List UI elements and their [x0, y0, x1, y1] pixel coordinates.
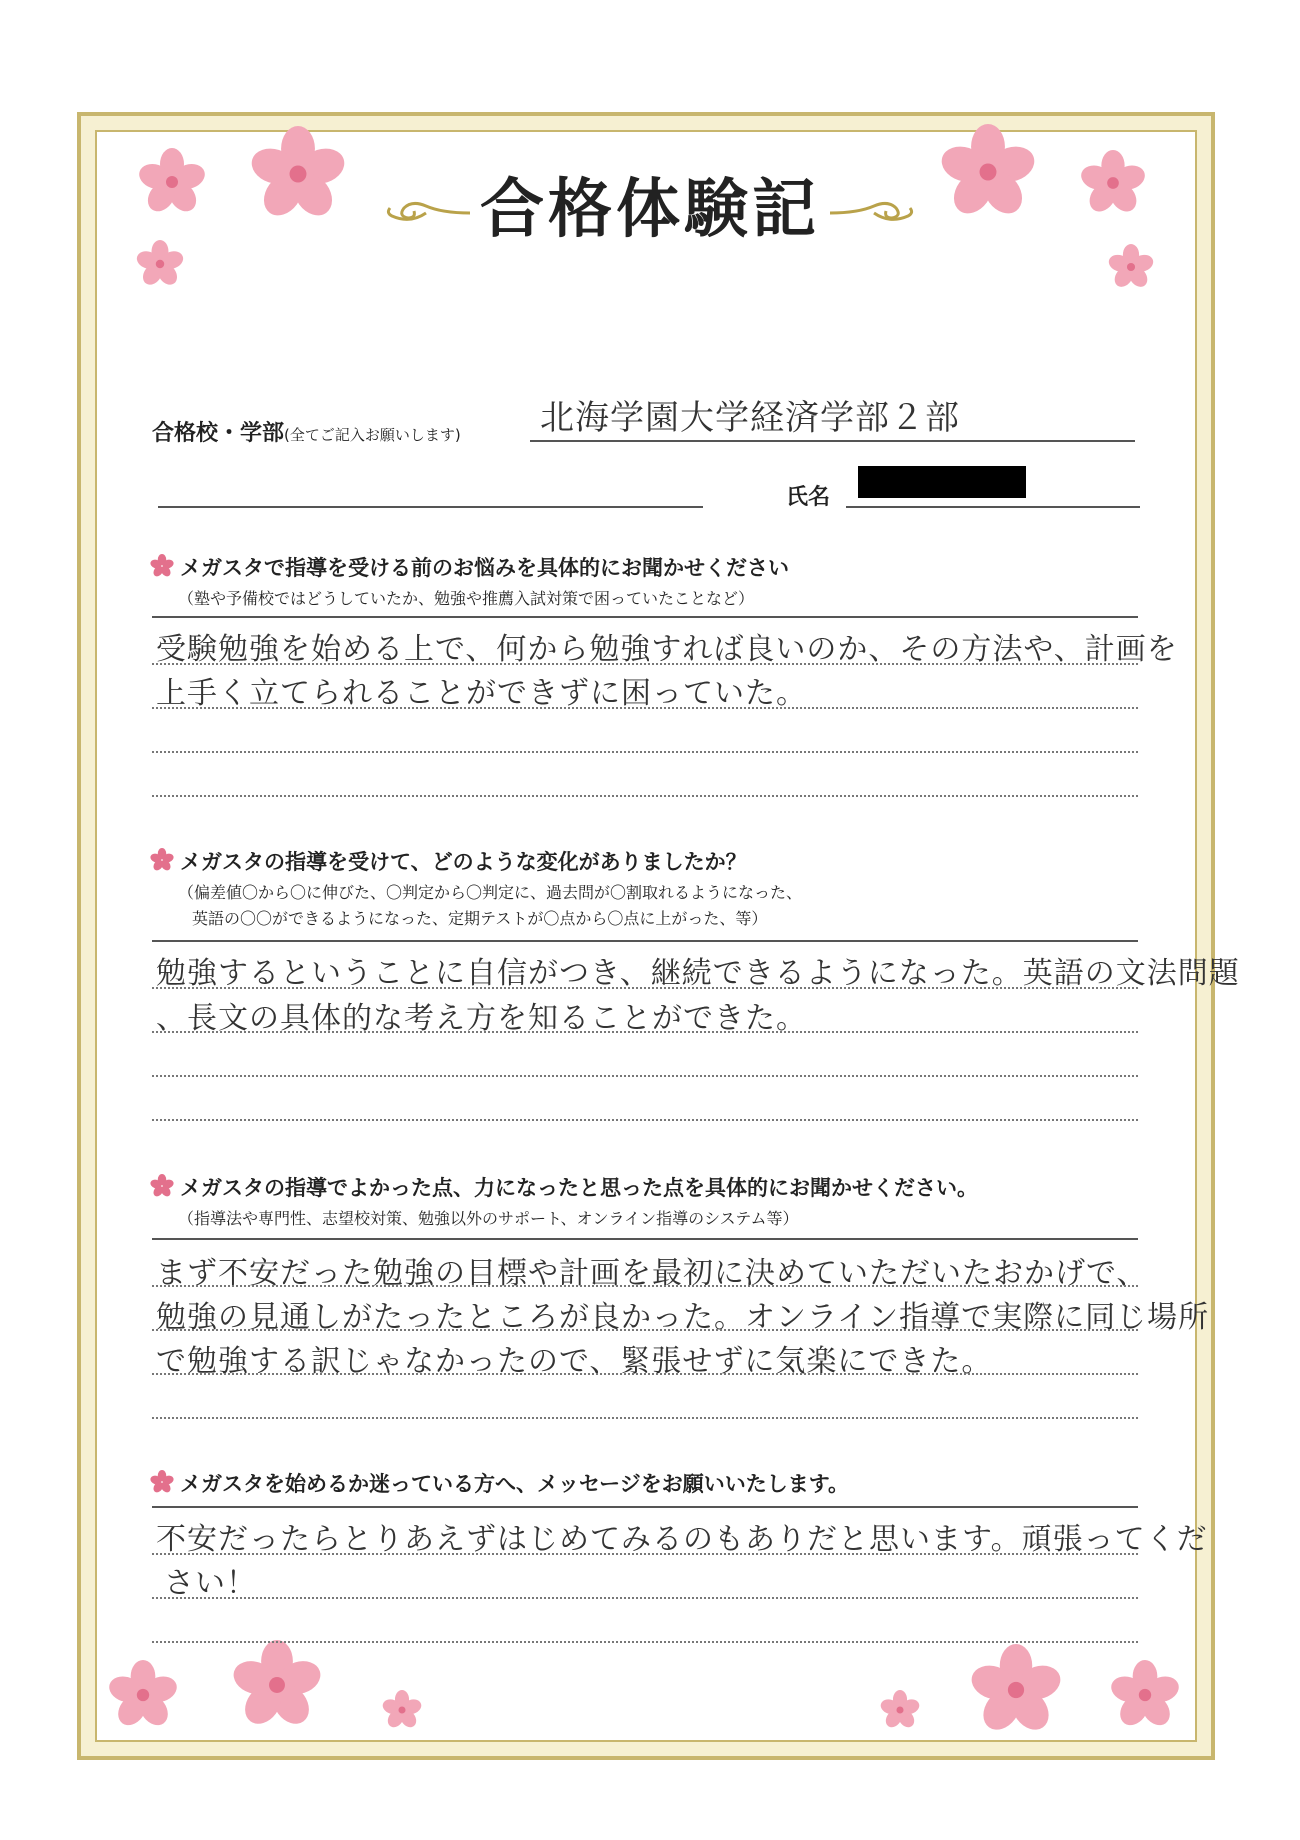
ruled-line — [152, 1031, 1138, 1033]
ruled-line — [152, 1373, 1138, 1375]
sakura-flower-icon — [1108, 244, 1154, 290]
answer-4-line-1[interactable]: 不安だったらとりあえずはじめてみるのもありだと思います。頑張ってくだ — [156, 1522, 1208, 1557]
question-2-sub-1: （偏差値〇から〇に伸びた、〇判定から〇判定に、過去問が〇割取れるようになった、 — [178, 883, 803, 902]
school-label-text: 合格校・学部 — [152, 421, 285, 446]
question-3-heading-text: メガスタの指導でよかった点、力になったと思った点を具体的にお聞かせください。 — [180, 1176, 978, 1200]
ruled-line — [152, 987, 1138, 989]
sakura-flower-icon — [150, 848, 174, 872]
answer-4-top-line — [152, 1506, 1138, 1508]
answer-3-line-3[interactable]: で勉強する訳じゃなかったので、緊張せずに気楽にできた。 — [156, 1344, 993, 1379]
sakura-flower-icon — [382, 1690, 422, 1730]
question-3-heading — [150, 1172, 978, 1202]
answer-4-line-2[interactable]: さい！ — [164, 1566, 257, 1601]
ruled-line — [152, 1597, 1138, 1599]
page-inner-frame — [95, 130, 1197, 1742]
ruled-line — [152, 707, 1138, 709]
school-value[interactable]: 北海学園大学経済学部２部 — [540, 398, 960, 438]
title-area — [0, 158, 1300, 250]
question-1-sub: （塾や予備校ではどうしていたか、勉強や推薦入試対策で困っていたことなど） — [178, 589, 755, 608]
blank-underline — [158, 506, 703, 508]
sakura-flower-icon — [150, 1174, 174, 1198]
question-3-sub: （指導法や専門性、志望校対策、勉強以外のサポート、オンライン指導のシステム等） — [178, 1209, 799, 1228]
answer-3-top-line — [152, 1238, 1138, 1240]
page-title: 合格体験記 — [480, 172, 820, 247]
ruled-line — [152, 1329, 1138, 1331]
ruled-line — [152, 1641, 1138, 1643]
answer-1-line-2[interactable]: 上手く立てられることができずに困っていた。 — [156, 676, 807, 711]
ruled-line — [152, 663, 1138, 665]
sakura-flower-icon — [150, 1470, 174, 1494]
ruled-line — [152, 1417, 1138, 1419]
sakura-flower-icon — [1110, 1660, 1180, 1730]
answer-3-line-2[interactable]: 勉強の見通しがたったところが良かった。オンライン指導で実際に同じ場所 — [156, 1300, 1210, 1335]
answer-2-line-1[interactable]: 勉強するということに自信がつき、継続できるようになった。英語の文法問題 — [156, 956, 1240, 991]
answer-1-line-1[interactable]: 受験勉強を始める上で、何から勉強すれば良いのか、その方法や、計画を — [156, 632, 1178, 667]
name-label: 氏名 — [786, 485, 831, 510]
sakura-flower-icon — [880, 1690, 920, 1730]
answer-1-top-line — [152, 616, 1138, 618]
question-1-heading-text: メガスタで指導を受ける前のお悩みを具体的にお聞かせください — [180, 556, 789, 580]
answer-2-line-2[interactable]: 、長文の具体的な考え方を知ることができた。 — [156, 1001, 807, 1036]
ruled-line — [152, 1075, 1138, 1077]
sakura-flower-icon — [150, 554, 174, 578]
question-2-sub-2: 英語の〇〇ができるようになった、定期テストが〇点から〇点に上がった、等） — [192, 909, 768, 928]
school-field-label — [152, 416, 461, 447]
ruled-line — [152, 1119, 1138, 1121]
ruled-line — [152, 1285, 1138, 1287]
ruled-line — [152, 751, 1138, 753]
question-4-heading-text: メガスタを始めるか迷っている方へ、メッセージをお願いいたします。 — [180, 1472, 850, 1496]
question-4-heading — [150, 1468, 849, 1498]
question-1-heading — [150, 552, 789, 582]
question-2-heading-text: メガスタの指導を受けて、どのような変化がありましたか？ — [180, 850, 747, 874]
school-underline — [530, 440, 1135, 442]
sakura-flower-icon — [970, 1644, 1062, 1736]
ruled-line — [152, 1553, 1138, 1555]
sakura-flower-icon — [108, 1660, 178, 1730]
flourish-ornament-icon — [826, 198, 918, 228]
sakura-flower-icon — [232, 1640, 322, 1730]
question-2-heading — [150, 846, 747, 876]
page-frame — [77, 112, 1215, 1760]
ruled-line — [152, 795, 1138, 797]
answer-3-line-1[interactable]: まず不安だった勉強の目標や計画を最初に決めていただいたおかげで、 — [156, 1256, 1148, 1291]
redacted-name — [858, 466, 1026, 498]
name-underline — [846, 506, 1140, 508]
answer-2-top-line — [152, 940, 1138, 942]
school-note: (全てご記入お願いします) — [284, 426, 461, 444]
